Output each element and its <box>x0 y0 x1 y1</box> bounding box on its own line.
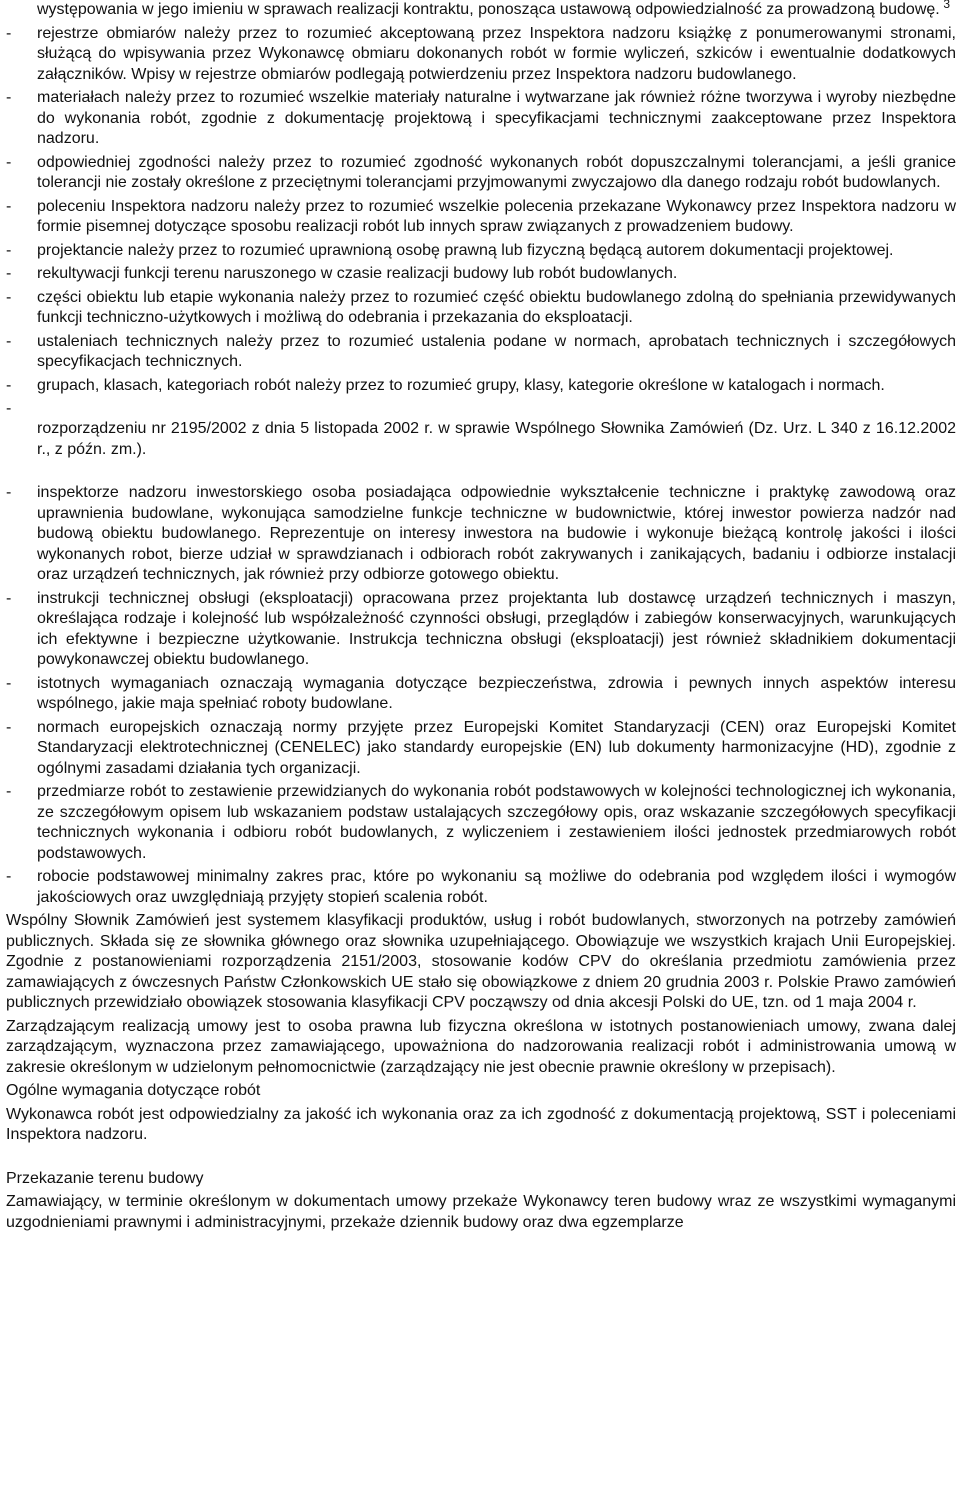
dash-marker: - <box>6 674 12 692</box>
definition-text: rozporządzeniu nr 2195/2002 z dnia 5 listopada 2002 r. w sprawie Wspólnego Słownika Zamówień (Dz. Urz. L 340 z 16.12.2002 r., z późn. zm.). <box>37 420 956 458</box>
spacer <box>6 1149 956 1169</box>
dash-marker: - <box>6 89 12 106</box>
dash-marker: - <box>6 153 12 171</box>
definition-item-continued <box>6 0 956 21</box>
page-number: 3 <box>943 0 950 11</box>
definition-text: instrukcji technicznej obsługi (eksploatacji) opracowana przez projektanta lub dostawcę urządzeń technicznych i maszyn, określająca rodzaje i kolejność lub współzależność czynności obsługi, przeglądów i zabiegów konserwacyjnych, warunkujących ich efektywne i bezpieczne użytkowanie. Instrukcja techniczna obsługi (eksploatacji) jest również składnikiem dokumentacji powykonawczej obiektu budowlanego. <box>37 589 956 668</box>
document-page <box>6 0 956 1510</box>
cpv-paragraph: Wspólny Słownik Zamówień jest systemem klasyfikacji produktów, usług i robót budowlanych, stworzonych na potrzeby zamówień publicznych. Składa się ze słownika głównego oraz słownika uzupełniającego. Obowiązuje we wszystkich krajach Unii Europejskiej. Zgodnie z postanowieniami rozporządzenia 2151/2003, stosowanie kodów CPV do określania przedmiotu zamówienia przez zamawiających z ówczesnych Państw Członkowskich UE stało się obowiązkowe z dniem 20 grudnia 2003 r. Polskie Prawo zamówień publicznych przewidziało obowiązek stosowania klasyfikacji CPV począwszy od dnia akcesji Polski do UE, tzn. od 1 maja 2004 r. <box>6 912 956 1011</box>
dash-marker: - <box>6 241 12 259</box>
definition-text: robocie podstawowej minimalny zakres prac, które po wykonaniu są możliwe do odebrania pod względem ilości i wymogów jakościowych oraz uwzględniają przyjęty stopień scalenia robót. <box>37 868 956 906</box>
definition-item <box>6 399 956 460</box>
dash-marker: - <box>6 589 12 607</box>
definition-text: rejestrze obmiarów należy przez to rozumieć akceptowaną przez Inspektora nadzoru książkę z ponumerowanymi stronami, służącą do wpisywania przez Wykonawcę obmiaru dokonanych robót w formie wyliczeń, szkiców i ewentualnie dodatkowych załączników. Wpisy w rejestrze obmiarów podlegają potwierdzeniu przez Inspektora nadzoru budowlanego. <box>37 24 956 83</box>
definition-text: istotnych wymaganiach oznaczają wymagania dotyczące bezpieczeństwa, zdrowia i pewnych innych aspektów interesu wspólnego, jakie maja spełniać roboty budowlane. <box>37 674 956 712</box>
definition-item <box>6 264 956 285</box>
definition-item <box>6 153 956 194</box>
definition-item <box>6 197 956 238</box>
general-requirements-body: Wykonawca robót jest odpowiedzialny za jakość ich wykonania oraz za ich zgodność z dokumentacją projektową, SST i poleceniami Inspektora nadzoru. <box>6 1105 956 1143</box>
definition-item <box>6 376 956 397</box>
definition-item <box>6 589 956 671</box>
definition-item <box>6 241 956 262</box>
definition-text: przedmiarze robót to zestawienie przewidzianych do wykonania robót podstawowych w kolejności technologicznej ich wykonania, ze szczegółowym opisem lub wskazaniem podstaw ustalających szczegółowy opis, oraz wskazanie szczegółowych specyfikacji technicznych wykonania i odbioru robót budowlanych, z wyliczeniem i zestawieniem ilości jednostek przedmiarowych robót podstawowych. <box>37 783 956 862</box>
definition-text: części obiektu lub etapie wykonania należy przez to rozumieć część obiektu budowlanego zdolną do spełniania przewidywanych funkcji techniczno-użytkowych i możliwą do odebrania i przekazania do eksploatacji. <box>37 288 956 326</box>
dash-marker: - <box>6 376 12 394</box>
dash-marker: - <box>6 484 12 501</box>
dash-marker: - <box>6 718 12 736</box>
definition-text: grupach, klasach, kategoriach robót należy przez to rozumieć grupy, klasy, kategorie określone w katalogach i normach. <box>37 376 885 394</box>
definition-item <box>6 483 956 586</box>
definition-item <box>6 674 956 715</box>
definition-text: występowania w jego imieniu w sprawach realizacji kontraktu, ponosząca ustawową odpowiedzialność za prowadzoną budowę. <box>37 1 940 18</box>
dash-marker: - <box>6 400 12 417</box>
dash-marker: - <box>6 288 12 306</box>
definition-item <box>6 782 956 864</box>
definition-item <box>6 88 956 150</box>
definition-item <box>6 718 956 780</box>
dash-marker: - <box>6 197 12 215</box>
definition-item <box>6 867 956 908</box>
manager-paragraph: Zarządzającym realizacją umowy jest to osoba prawna lub fizyczna określona w istotnych postanowieniach umowy, zwana dalej zarządzającym, wyznaczona przez zamawiającego, upoważniona do nadzorowania realizacji robót i administrowania umową w zakresie określonym w udzielonym pełnomocnictwie (zarządzający nie jest obecnie prawnie określony w przepisach). <box>6 1017 956 1076</box>
definition-text: poleceniu Inspektora nadzoru należy przez to rozumieć wszelkie polecenia przekazane Wykonawcy przez Inspektora nadzoru w formie pisemnej dotyczące sposobu realizacji robót lub innych spraw związanych z prowadzeniem budowy. <box>37 197 956 235</box>
definition-item <box>6 24 956 86</box>
definition-text: projektancie należy przez to rozumieć uprawnioną osobę prawną lub fizyczną będącą autorem dokumentacji projektowej. <box>37 241 894 259</box>
site-handover-heading: Przekazanie terenu budowy <box>6 1169 204 1187</box>
spacer <box>6 463 956 483</box>
definition-text: ustaleniach technicznych należy przez to rozumieć ustalenia podane w normach, aprobatach technicznych i szczegółowych specyfikacjach technicznych. <box>37 332 956 370</box>
dash-marker: - <box>6 783 12 800</box>
definition-text: odpowiedniej zgodności należy przez to rozumieć zgodność wykonanych robót dopuszczalnymi tolerancjami, a jeśli granice tolerancji nie zostały określone z przeciętnymi tolerancjami przyjmowanymi zwyczajowo dla danego rodzaju robót budowlanych. <box>37 153 956 191</box>
definition-text: inspektorze nadzoru inwestorskiego osoba posiadająca odpowiednie wykształcenie techniczne i praktykę zawodową oraz uprawnienia budowlane, wykonująca samodzielne funkcje techniczne w budownictwie, której inwestor powierza nadzór nad budową obiektu budowlanego. Reprezentuje on interesy inwestora na budowie i wykonuje bieżącą kontrolę jakości i ilości wykonanych robot, bierze udział w sprawdzianach i odbiorach robót zakrywanych i zanikających, badaniu i odbiorze instalacji oraz urządzeń technicznych, jak również przy odbiorze gotowego obiektu. <box>37 484 956 583</box>
definition-text: materiałach należy przez to rozumieć wszelkie materiały naturalne i wytwarzane jak również różne tworzywa i wyroby niezbędne do wykonania robót, zgodnie z dokumentację projektową i specyfikacjami technicznymi zaakceptowane przez Inspektora nadzoru. <box>37 89 956 147</box>
site-handover-body: Zamawiający, w terminie określonym w dokumentach umowy przekaże Wykonawcy teren budowy wraz ze wszystkimi wymaganymi uzgodnieniami prawnymi i administracyjnymi, przekaże dziennik budowy oraz dwa egzemplarze <box>6 1193 956 1231</box>
definition-text: rekultywacji funkcji terenu naruszonego w czasie realizacji budowy lub robót budowlanych. <box>37 265 678 282</box>
dash-marker: - <box>6 868 12 885</box>
definition-text: normach europejskich oznaczają normy przyjęte przez Europejski Komitet Standaryzacji (CEN) oraz Europejski Komitet Standaryzacji elektrotechnicznej (CENELEC) jako standardy europejskie (EN) lub dokumenty harmonizacyjne (HD), zgodnie z ogólnymi zasadami działania tych organizacji. <box>37 718 956 777</box>
definition-item <box>6 288 956 329</box>
dash-marker: - <box>6 332 12 350</box>
general-requirements-heading: Ogólne wymagania dotyczące robót <box>6 1082 261 1099</box>
definition-item <box>6 332 956 373</box>
dash-marker: - <box>6 265 12 282</box>
dash-marker: - <box>6 24 12 42</box>
